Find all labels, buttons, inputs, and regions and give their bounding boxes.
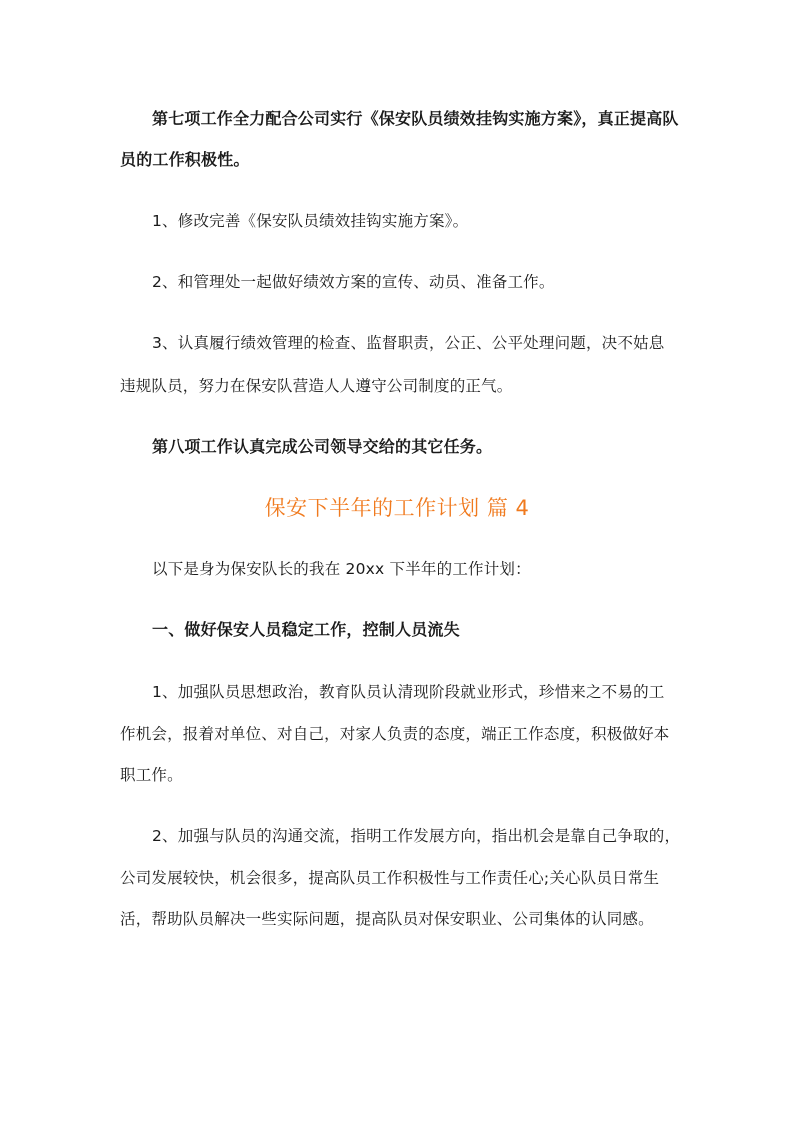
- section1-line3: 职工作。: [120, 766, 183, 784]
- section2-line2: 公司发展较快，机会很多，提高队员工作积极性与工作责任心;关心队员日常生: [120, 869, 660, 887]
- section2-line1: 2、加强与队员的沟通交流，指明工作发展方向，指出机会是靠自己争取的，: [152, 827, 681, 845]
- section1-line1: 1、加强队员思想政治，教育队员认清现阶段就业形式，珍惜来之不易的工: [152, 683, 665, 701]
- subheading-1: 一、做好保安人员稳定工作，控制人员流失: [152, 620, 460, 639]
- list-item-3-line2: 违规队员，努力在保安队营造人人遵守公司制度的正气。: [120, 377, 513, 395]
- section1-line2: 作机会，报着对单位、对自己，对家人负责的态度，端正工作态度，积极做好本: [120, 725, 670, 743]
- paragraph-item7-line1: 第七项工作全力配合公司实行《保安队员绩效挂钩实施方案》，真正提高队: [152, 109, 679, 128]
- list-item-1: 1、修改完善《保安队员绩效挂钩实施方案》。: [152, 212, 469, 230]
- section-title: 保安下半年的工作计划 篇 4: [264, 496, 530, 520]
- intro-paragraph: 以下是身为保安队长的我在 20xx 下半年的工作计划：: [152, 560, 531, 578]
- list-item-3-line1: 3、认真履行绩效管理的检查、监督职责，公正、公平处理问题，决不姑息: [152, 334, 665, 352]
- section2-line3: 活，帮助队员解决一些实际问题，提高队员对保安职业、公司集体的认同感。: [120, 910, 654, 928]
- paragraph-item8: 第八项工作认真完成公司领导交给的其它任务。: [152, 437, 493, 456]
- list-item-2: 2、和管理处一起做好绩效方案的宣传、动员、准备工作。: [152, 273, 555, 291]
- paragraph-item7-line2: 员的工作积极性。: [120, 150, 250, 169]
